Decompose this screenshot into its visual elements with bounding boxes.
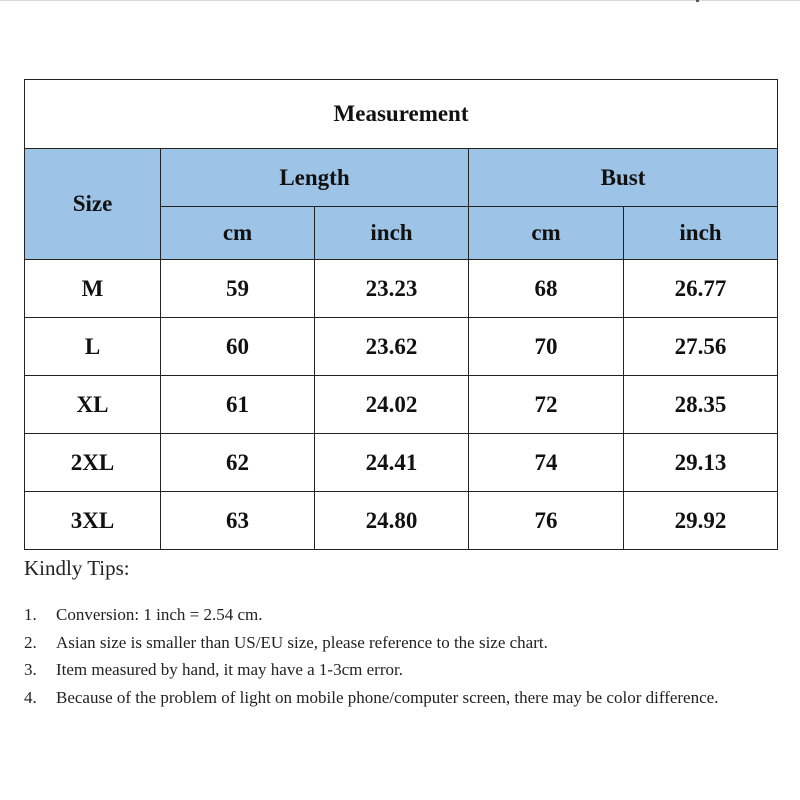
tips-title: Kindly Tips: xyxy=(24,556,130,580)
table-row xyxy=(25,434,778,492)
tip-text: Asian size is smaller than US/EU size, please reference to the size chart. xyxy=(56,632,548,652)
table-title-row xyxy=(25,80,778,149)
table-row xyxy=(25,260,778,318)
table-row xyxy=(25,318,778,376)
tip-text: Because of the problem of light on mobile phone/computer screen, there may be color difference. xyxy=(56,687,719,707)
size-cell: XL xyxy=(25,376,161,434)
length-cm-cell: 61 xyxy=(161,376,315,434)
tip-number: 3. xyxy=(24,660,37,679)
bust-cm-cell: 76 xyxy=(469,492,624,550)
length-inch-cell: 24.80 xyxy=(315,492,469,550)
bust-cm-cell: 70 xyxy=(469,318,624,376)
length-group-header: Length xyxy=(161,149,469,207)
length-cm-cell: 63 xyxy=(161,492,315,550)
tip-text: Conversion: 1 inch = 2.54 cm. xyxy=(56,605,263,624)
length-inch-cell: 23.62 xyxy=(315,318,469,376)
size-column-header: Size xyxy=(25,149,161,260)
size-chart-table xyxy=(24,79,778,550)
tip-number: 2. xyxy=(24,632,37,652)
bust-inch-cell: 27.56 xyxy=(624,318,778,376)
tip-text: Item measured by hand, it may have a 1-3cm error. xyxy=(56,660,403,679)
tip-item xyxy=(24,684,784,712)
group-header-row xyxy=(25,149,778,207)
tip-item xyxy=(24,601,784,629)
length-cm-header: cm xyxy=(161,207,315,260)
tip-item xyxy=(24,629,784,657)
tip-item xyxy=(24,656,784,684)
length-cm-cell: 62 xyxy=(161,434,315,492)
bust-cm-cell: 74 xyxy=(469,434,624,492)
bust-cm-cell: 72 xyxy=(469,376,624,434)
length-inch-header: inch xyxy=(315,207,469,260)
size-cell: M xyxy=(25,260,161,318)
bust-cm-cell: 68 xyxy=(469,260,624,318)
bust-cm-header: cm xyxy=(469,207,624,260)
length-inch-cell: 23.23 xyxy=(315,260,469,318)
table-row xyxy=(25,376,778,434)
kindly-tips-section xyxy=(24,556,784,711)
tip-number: 4. xyxy=(24,687,37,707)
tips-list xyxy=(24,601,784,711)
length-cm-cell: 59 xyxy=(161,260,315,318)
top-edge-mark xyxy=(696,0,699,2)
bust-inch-cell: 26.77 xyxy=(624,260,778,318)
length-inch-cell: 24.02 xyxy=(315,376,469,434)
bust-inch-header: inch xyxy=(624,207,778,260)
length-cm-cell: 60 xyxy=(161,318,315,376)
table-row xyxy=(25,492,778,550)
bust-inch-cell: 28.35 xyxy=(624,376,778,434)
table-title: Measurement xyxy=(25,80,778,149)
top-border-line xyxy=(0,0,800,1)
bust-inch-cell: 29.13 xyxy=(624,434,778,492)
bust-group-header: Bust xyxy=(469,149,778,207)
size-cell: 3XL xyxy=(25,492,161,550)
size-cell: 2XL xyxy=(25,434,161,492)
bust-inch-cell: 29.92 xyxy=(624,492,778,550)
tip-number: 1. xyxy=(24,605,37,624)
size-cell: L xyxy=(25,318,161,376)
length-inch-cell: 24.41 xyxy=(315,434,469,492)
